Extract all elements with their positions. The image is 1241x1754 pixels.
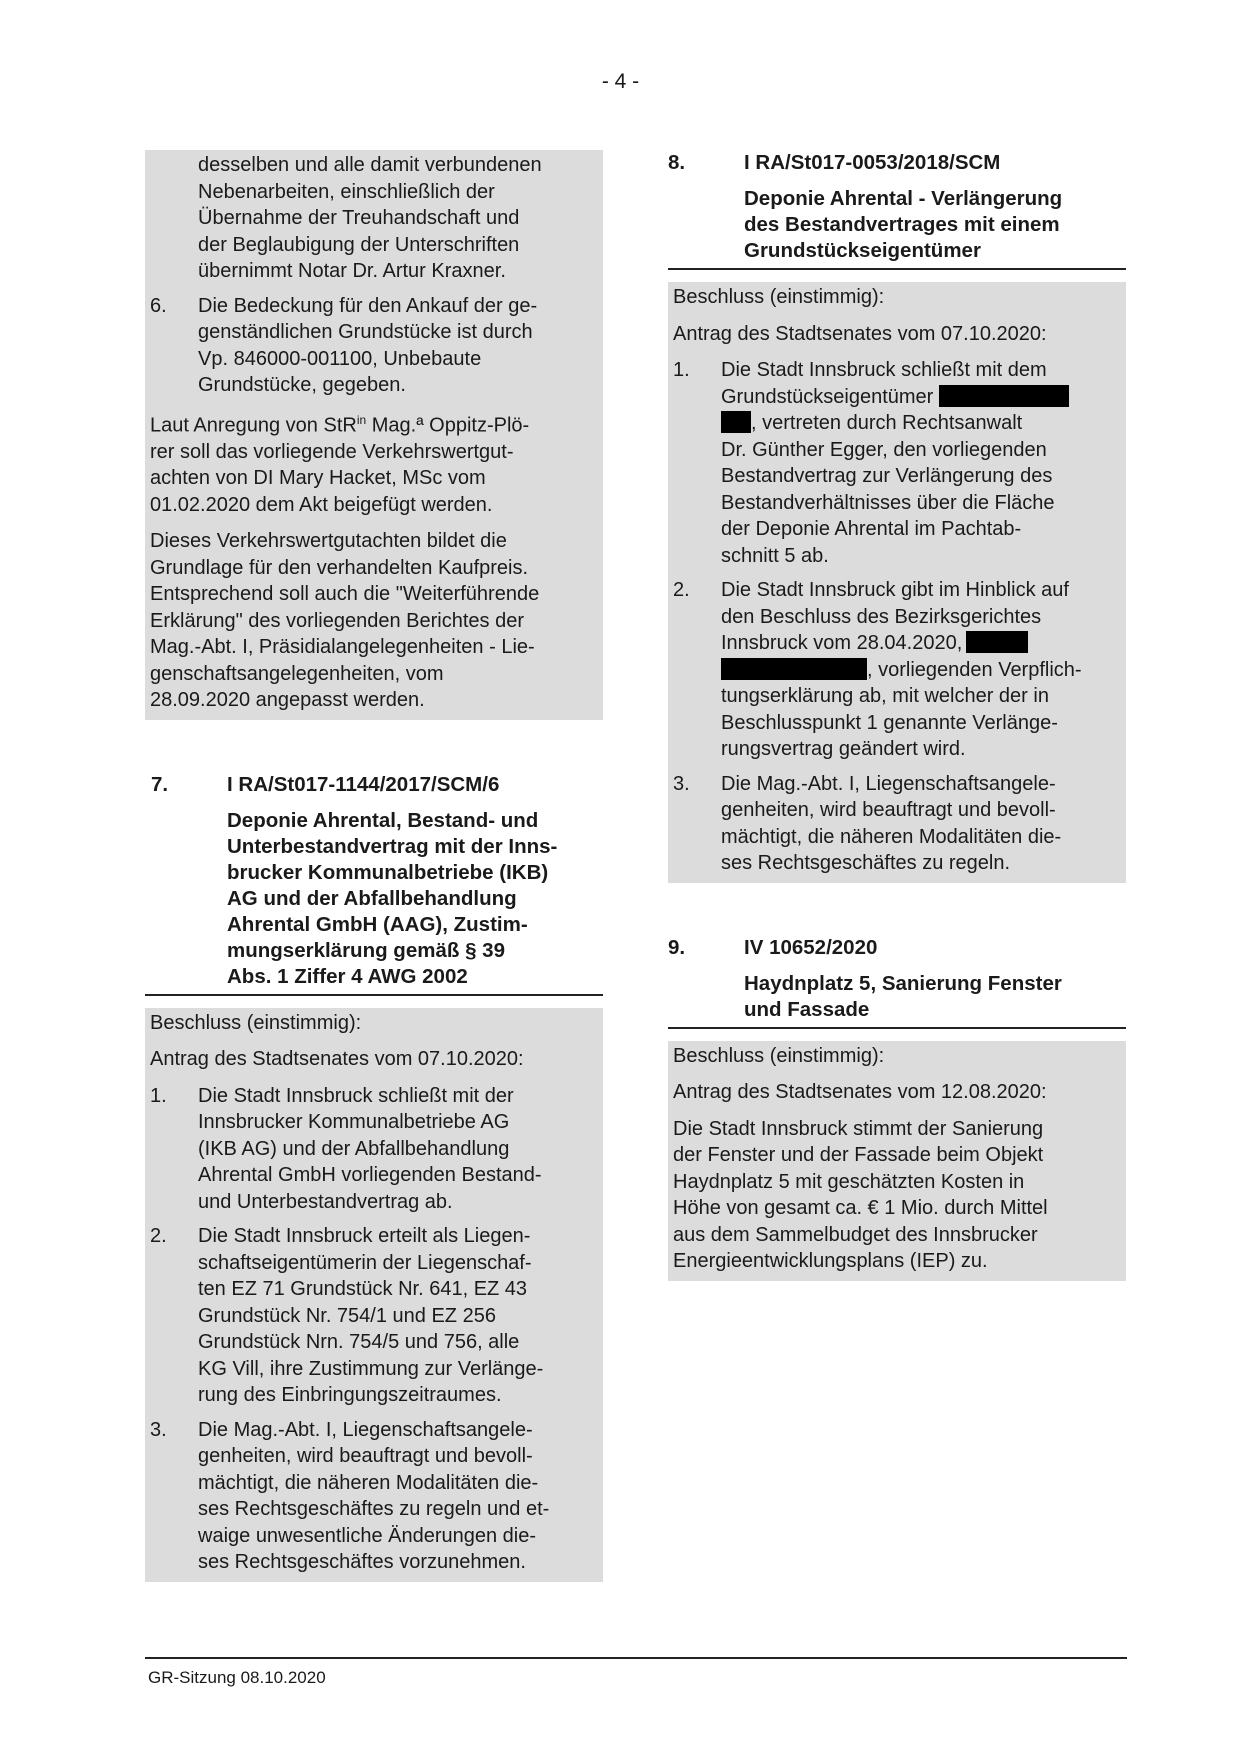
text-line: der Fenster und der Fassade beim Objekt [673,1144,1044,1166]
text-line: Bestandverhältnisses über die Fläche [721,491,1055,514]
text-line: Die Bedeckung für den Ankauf der ge- [198,294,538,317]
footer-text: GR-Sitzung 08.10.2020 [148,1668,326,1687]
text-line: mächtigt, die näheren Modalitäten die- [198,1471,539,1494]
item-number: 3. [150,1418,167,1441]
list-item [673,771,1118,877]
text-line: desselben und alle damit verbundenen [198,154,542,176]
text-line: Laut Anregung von StR$^{in}$ Mag.ª Oppitz-Plö- [150,412,530,437]
text-line: Abs. 1 Ziffer 4 AWG 2002 [227,964,468,988]
text-line: Vp. 846000-001100, Unbebaute [198,347,482,370]
redaction-bar [939,385,1069,407]
paragraph-gutachten [150,528,595,714]
text-line: Mag.-Abt. I, Präsidialangelegenheiten - Lie- [150,636,535,659]
text-line: Grundstückseigentümer [721,385,934,408]
text-line: Ahrental GmbH vorliegenden Bestand- [198,1164,542,1187]
text-line: Entsprechend soll auch die "Weiterführende [150,583,540,606]
beschluss-label: Beschluss (einstimmig): [673,1044,885,1067]
text-line: Grundstückseigentümer [744,239,981,262]
text-line: Haydnplatz 5 mit geschätzten Kosten in [673,1170,1025,1193]
redaction-bar [721,411,751,433]
text-line: Dieses Verkehrswertgutachten bildet die [150,530,507,553]
text-line: waige unwesentliche Änderungen die- [198,1524,537,1547]
continuation-text [198,152,595,285]
text-line: achten von DI Mary Hacket, MSc vom [150,467,486,490]
footer-divider [145,1657,1127,1659]
antrag-label: Antrag des Stadtsenates vom 07.10.2020: [150,1048,524,1071]
redaction-bar [966,631,1028,653]
text-line: genheiten, wird beauftragt und bevoll- [198,1445,533,1468]
text-line: Unterbestandvertrag mit der Inns- [227,834,558,858]
text-line: Ahrental GmbH (AAG), Zustim- [227,912,528,936]
section-number: 8. [668,151,686,174]
text-line: , vertreten durch Rechtsanwalt [751,412,1023,434]
continuation-block [145,150,603,720]
text-line: genständlichen Grundstücke ist durch [198,321,533,343]
list-item [150,293,595,399]
section-9-header [668,935,1126,1023]
antrag-label: Antrag des Stadtsenates vom 07.10.2020: [673,322,1047,345]
item-text [721,577,1118,763]
section-9-body [668,1041,1126,1281]
text-line: mungserklärung gemäß § 39 [227,938,505,962]
section-divider [668,1027,1126,1029]
text-line: Innsbruck vom 28.04.2020, [721,632,963,654]
text-line: Die Stadt Innsbruck schließt mit der [198,1084,514,1107]
section-title [151,808,603,990]
item-text [198,1417,595,1576]
text-line: des Bestandvertrages mit einem [744,213,1060,236]
right-column [668,150,1126,1281]
resolution-text [673,1116,1118,1275]
list-item [150,1083,595,1216]
section-divider [668,268,1126,270]
text-lines [721,437,1118,570]
text-line: brucker Kommunalbetriebe (IKB) [227,860,549,884]
item-text [198,293,595,399]
item-number: 3. [673,772,690,795]
section-7-body [145,1008,603,1582]
text-line: rung des Einbringungszeitraumes. [198,1384,502,1407]
text-line: Die Stadt Innsbruck schließt mit dem [721,359,1047,381]
list-item [150,1417,595,1576]
item-text [198,1223,595,1409]
text-line: und Unterbestandvertrag ab. [198,1190,453,1213]
section-title [668,186,1126,264]
text-line: Die Mag.-Abt. I, Liegenschaftsangele- [721,772,1056,795]
item-text [721,771,1118,877]
text-line: rungsvertrag geändert wird. [721,738,966,760]
list-item [673,577,1118,763]
item-number: 1. [673,359,690,381]
text-line: KG Vill, ihre Zustimmung zur Verlänge- [198,1357,544,1380]
text-line: 01.02.2020 dem Akt beigefügt werden. [150,493,493,516]
text-line: Energieentwicklungsplans (IEP) zu. [673,1250,988,1272]
item-number: 2. [150,1225,167,1248]
text-line: Die Stadt Innsbruck erteilt als Liegen- [198,1225,531,1248]
text-line: Grundstück Nrn. 754/5 und 756, alle [198,1331,520,1354]
page-number: - 4 - [601,70,640,93]
text-line: ten EZ 71 Grundstück Nr. 641, EZ 43 [198,1278,528,1301]
text-line: tungserklärung ab, mit welcher der in [721,685,1049,707]
list-item [150,1223,595,1409]
text-line: mächtigt, die näheren Modalitäten die- [721,825,1062,848]
item-number: 6. [150,294,167,317]
text-line: Grundstücke, gegeben. [198,374,406,396]
text-line: Übernahme der Treuhandschaft und [198,207,520,229]
beschluss-label: Beschluss (einstimmig): [673,286,885,308]
paragraph-anregung [150,407,595,519]
text-line: Die Stadt Innsbruck stimmt der Sanierung [673,1117,1044,1140]
text-line: ses Rechtsgeschäftes zu regeln und et- [198,1498,550,1521]
section-8-body [668,282,1126,883]
text-line: Dr. Günther Egger, den vorliegenden [721,438,1047,461]
text-line: schaftseigentümerin der Liegenschaf- [198,1251,532,1274]
redaction-bar [721,658,867,680]
text-line: Höhe von gesamt ca. € 1 Mio. durch Mittel [673,1197,1048,1219]
text-line: Haydnplatz 5, Sanierung Fenster [744,971,1062,995]
text-line: , vorliegenden Verpflich- [867,658,1082,681]
section-7-header [151,772,603,990]
text-line: Grundstück Nr. 754/1 und EZ 256 [198,1304,496,1327]
section-reference: I RA/St017-0053/2018/SCM [744,151,1001,174]
text-line: 28.09.2020 angepasst werden. [150,689,425,712]
beschluss-label: Beschluss (einstimmig): [150,1011,362,1034]
text-line: Bestandvertrag zur Verlängerung des [721,465,1053,487]
section-number: 7. [151,772,169,796]
text-line: ses Rechtsgeschäftes vorzunehmen. [198,1551,526,1574]
text-line: AG und der Abfallbehandlung [227,886,517,910]
section-title [668,971,1126,1023]
antrag-label: Antrag des Stadtsenates vom 12.08.2020: [673,1081,1047,1103]
text-line: Erklärung" des vorliegenden Berichtes der [150,609,524,632]
text-line: Beschlusspunkt 1 genannte Verlänge- [721,711,1058,734]
text-line: (IKB AG) und der Abfallbehandlung [198,1137,510,1160]
text-line: Nebenarbeiten, einschließlich der [198,180,495,203]
text-line: Innsbrucker Kommunalbetriebe AG [198,1111,510,1134]
section-reference: IV 10652/2020 [744,935,878,959]
text-line: übernimmt Notar Dr. Artur Kraxner. [198,260,506,282]
text-line: Deponie Ahrental, Bestand- und [227,808,539,832]
text-lines [721,683,1118,763]
text-line: der Beglaubigung der Unterschriften [198,233,520,256]
text-line: schnitt 5 ab. [721,544,829,567]
text-line: der Deponie Ahrental im Pachtab- [721,518,1022,540]
text-line: genheiten, wird beauftragt und bevoll- [721,799,1056,821]
item-number: 1. [150,1084,167,1107]
item-number: 2. [673,579,690,601]
text-line: ses Rechtsgeschäftes zu regeln. [721,852,1011,874]
text-line: genschaftsangelegenheiten, vom [150,662,444,685]
section-reference: I RA/St017-1144/2017/SCM/6 [227,772,500,796]
item-text [721,357,1118,569]
text-line: den Beschluss des Bezirksgerichtes [721,605,1042,628]
section-8-header [668,150,1126,264]
section-number: 9. [668,935,686,959]
text-line: rer soll das vorliegende Verkehrswertgut- [150,440,514,463]
text-line: und Fassade [744,997,870,1021]
section-divider [145,994,603,996]
text-line: Die Mag.-Abt. I, Liegenschaftsangele- [198,1418,533,1441]
text-line: Grundlage für den verhandelten Kaufpreis. [150,556,529,579]
left-column [145,150,603,1582]
text-line: Deponie Ahrental - Verlängerung [744,187,1063,210]
list-item [673,357,1118,569]
text-line: aus dem Sammelbudget des Innsbrucker [673,1223,1038,1246]
section-7-items [150,1083,595,1576]
item-text [198,1083,595,1216]
text-line: Die Stadt Innsbruck gibt im Hinblick auf [721,579,1069,601]
